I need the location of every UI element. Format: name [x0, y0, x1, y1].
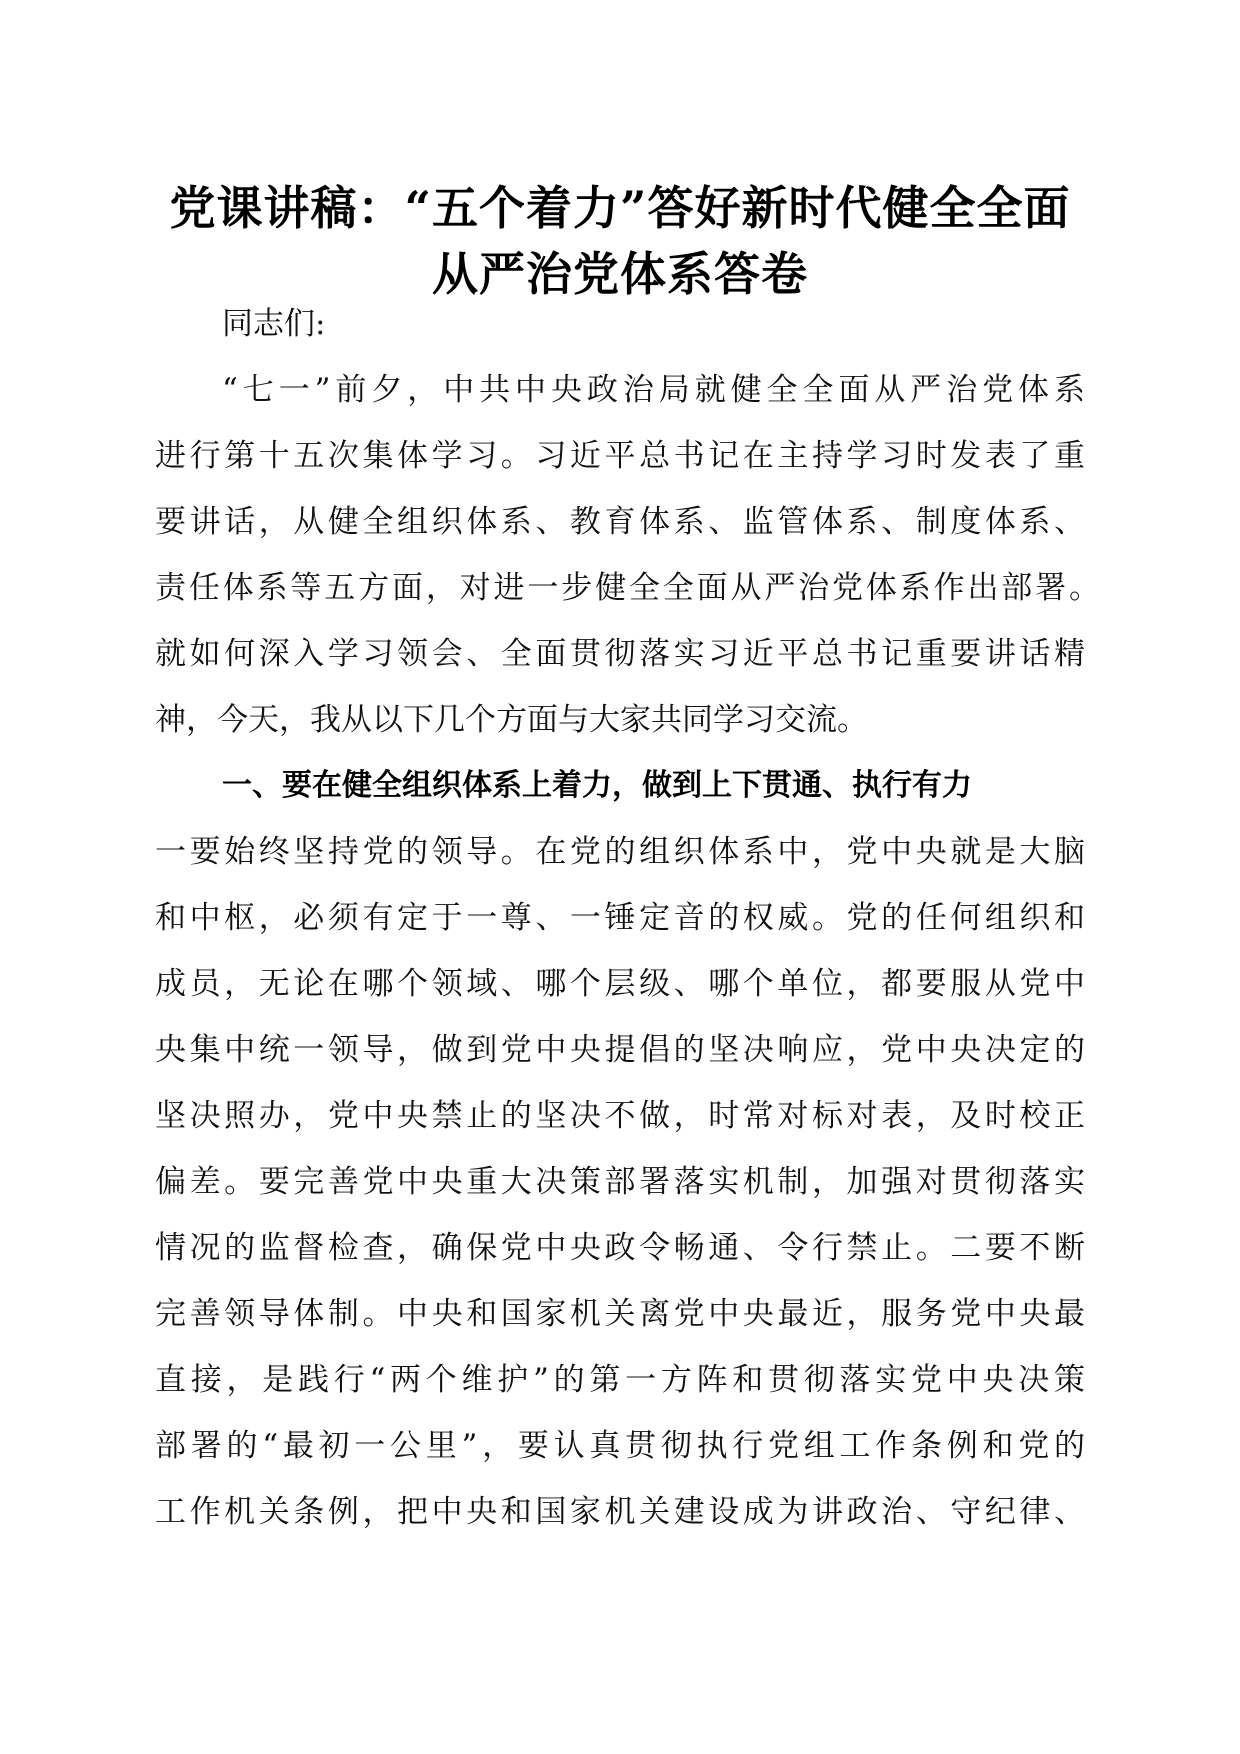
text-line: “七一”前夕，中共中央政治局就健全全面从严治党体系 — [222, 372, 1085, 408]
text-line: 进行第十五次集体学习。习近平总书记在主持学习时发表了重 — [155, 438, 1085, 474]
document-title-line-2: 从严治党体系答卷 — [432, 247, 808, 301]
text-line: 直接，是践行“两个维护”的第一方阵和贯彻落实党中央决策 — [155, 1362, 1085, 1398]
text-line: 神，今天，我从以下几个方面与大家共同学习交流。 — [155, 702, 868, 738]
text-line: 坚决照办，党中央禁止的坚决不做，时常对标对表，及时校正 — [155, 1098, 1085, 1134]
text-line: 要讲话，从健全组织体系、教育体系、监管体系、制度体系、 — [155, 504, 1085, 540]
text-line: 一要始终坚持党的领导。在党的组织体系中，党中央就是大脑 — [155, 834, 1085, 870]
text-line: 责任体系等五方面，对进一步健全全面从严治党体系作出部署。 — [155, 570, 1100, 606]
text-line: 和中枢，必须有定于一尊、一锤定音的权威。党的任何组织和 — [155, 900, 1085, 936]
section-heading-1: 一、要在健全组织体系上着力，做到上下贯通、执行有力 — [222, 768, 972, 803]
text-line: 工作机关条例，把中央和国家机关建设成为讲政治、守纪律、 — [155, 1494, 1085, 1530]
text-line: 偏差。要完善党中央重大决策部署落实机制，加强对贯彻落实 — [155, 1164, 1085, 1200]
text-line: 情况的监督检查，确保党中央政令畅通、令行禁止。二要不断 — [155, 1230, 1085, 1266]
text-line: 央集中统一领导，做到党中央提倡的坚决响应，党中央决定的 — [155, 1032, 1085, 1068]
document-title-line-1: 党课讲稿：“五个着力”答好新时代健全全面 — [169, 181, 1071, 235]
text-line: 成员，无论在哪个领域、哪个层级、哪个单位，都要服从党中 — [155, 966, 1085, 1002]
text-line: 完善领导体制。中央和国家机关离党中央最近，服务党中央最 — [155, 1296, 1085, 1332]
text-line: 就如何深入学习领会、全面贯彻落实习近平总书记重要讲话精 — [155, 636, 1085, 672]
text-line: 部署的“最初一公里”，要认真贯彻执行党组工作条例和党的 — [155, 1428, 1085, 1464]
salutation: 同志们: — [222, 306, 326, 342]
